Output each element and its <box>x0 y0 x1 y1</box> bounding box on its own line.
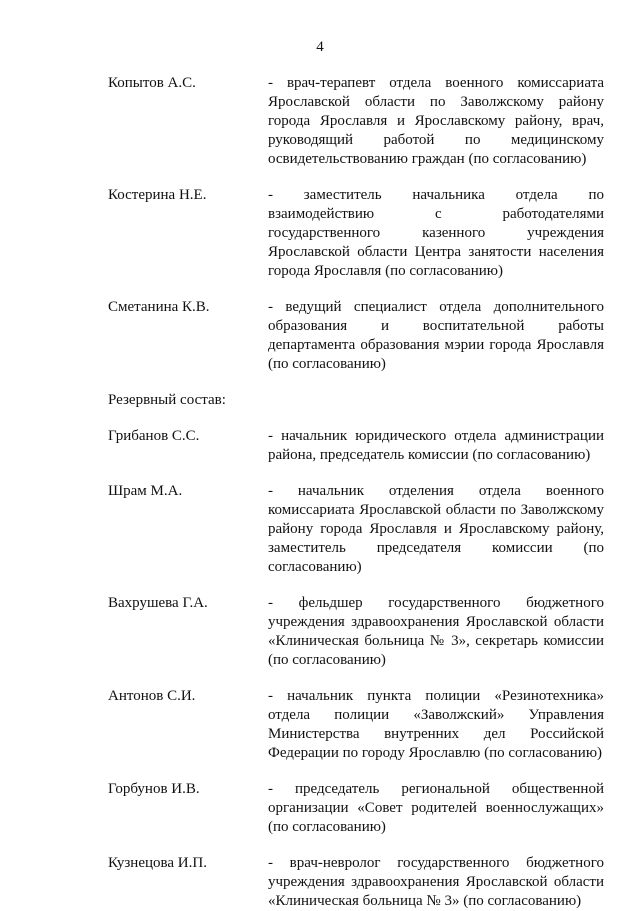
member-name: Антонов С.И. <box>108 688 196 704</box>
commission-list <box>108 74 604 911</box>
reserve-member-entry <box>108 427 604 465</box>
member-role: - фельдшер государственного бюджетного учреждения здравоохранения Ярославской области «Клиническая больница № 3», секретарь комиссии (по согласованию) <box>268 595 604 668</box>
reserve-member-entry <box>108 687 604 763</box>
member-name: Горбунов И.В. <box>108 781 200 797</box>
member-name: Кузнецова И.П. <box>108 855 207 871</box>
member-name: Шрам М.А. <box>108 483 183 499</box>
member-role: - начальник отделения отдела военного комиссариата Ярославской области по Заволжскому району города Ярославля и Ярославскому району, заместитель председателя комиссии (по согласованию) <box>268 483 604 575</box>
member-role: - начальник пункта полиции «Резинотехника» отдела полиции «Заволжский» Управления Министерства внутренних дел Российской Федерации по городу Ярославлю (по согласованию) <box>268 688 604 761</box>
member-name: Грибанов С.С. <box>108 428 200 444</box>
member-role: - врач-невролог государственного бюджетного учреждения здравоохранения Ярославской области «Клиническая больница № 3» (по согласованию) <box>268 855 604 909</box>
member-role: - врач-терапевт отдела военного комиссариата Ярославской области по Заволжскому району города Ярославля и Ярославскому району, врач, руководящий работой по медицинскому освидетельствованию граждан (по согласованию) <box>268 75 604 167</box>
member-name: Костерина Н.Е. <box>108 187 207 203</box>
member-role: - ведущий специалист отдела дополнительного образования и воспитательной работы департамента образования мэрии города Ярославля (по согласованию) <box>268 299 604 372</box>
reserve-member-entry <box>108 482 604 577</box>
member-role: - заместитель начальника отдела по взаимодействию с работодателями государственного казенного учреждения Ярославской области Центра занятости населения города Ярославля (по согласованию) <box>268 187 604 279</box>
reserve-member-entry <box>108 594 604 670</box>
member-entry <box>108 186 604 281</box>
page-number: 4 <box>316 39 324 55</box>
member-role: - начальник юридического отдела администрации района, председатель комиссии (по согласованию) <box>268 428 604 463</box>
reserve-heading: Резервный состав: <box>108 392 226 408</box>
member-entry <box>108 298 604 374</box>
reserve-member-entry <box>108 780 604 837</box>
member-entry <box>108 74 604 169</box>
reserve-member-entry <box>108 854 604 911</box>
member-name: Вахрушева Г.А. <box>108 595 208 611</box>
member-name: Копытов А.С. <box>108 75 196 91</box>
member-role: - председатель региональной общественной организации «Совет родителей военнослужащих» (по согласованию) <box>268 781 604 835</box>
member-name: Сметанина К.В. <box>108 299 210 315</box>
